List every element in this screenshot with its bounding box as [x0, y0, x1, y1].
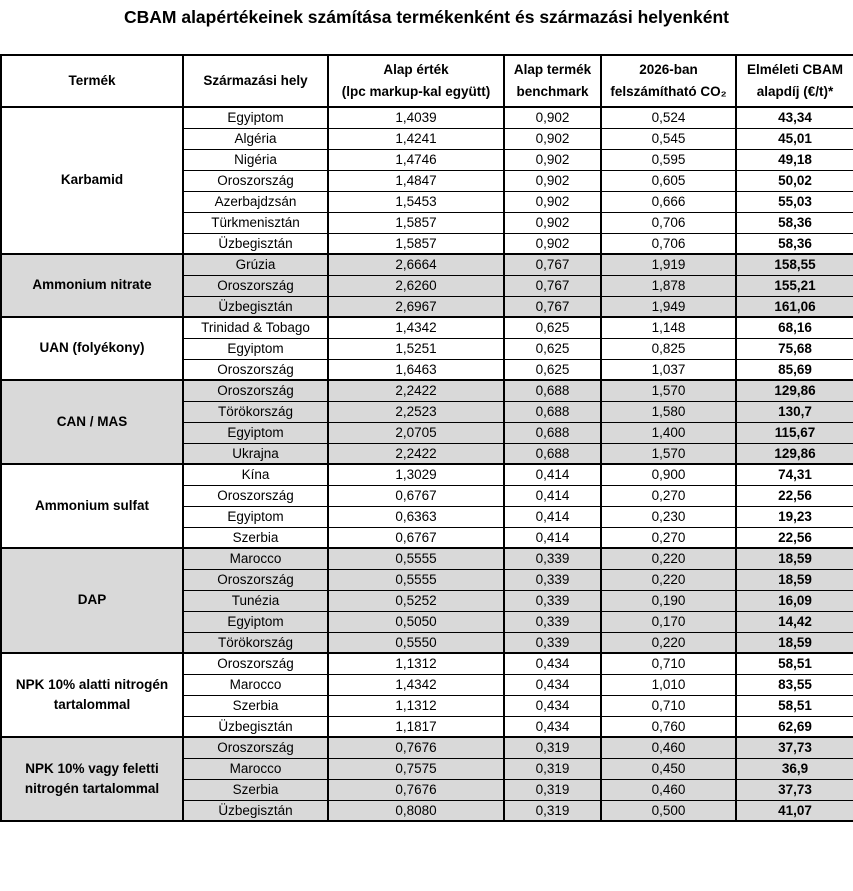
- base-value-cell: 2,6664: [328, 254, 504, 275]
- benchmark-cell: 0,339: [504, 548, 601, 569]
- origin-cell: Grúzia: [183, 254, 328, 275]
- benchmark-cell: 0,767: [504, 275, 601, 296]
- co2-cell: 0,270: [601, 527, 736, 548]
- co2-cell: 0,605: [601, 170, 736, 191]
- co2-cell: 1,919: [601, 254, 736, 275]
- origin-cell: Szerbia: [183, 527, 328, 548]
- benchmark-cell: 0,414: [504, 464, 601, 485]
- base-value-cell: 1,4342: [328, 317, 504, 338]
- co2-cell: 0,460: [601, 737, 736, 758]
- cbam-fee-cell: 16,09: [736, 590, 853, 611]
- benchmark-cell: 0,339: [504, 632, 601, 653]
- product-cell: NPK 10% alatti nitrogén tartalommal: [1, 653, 183, 737]
- base-value-cell: 0,7676: [328, 737, 504, 758]
- product-cell: NPK 10% vagy feletti nitrogén tartalommal: [1, 737, 183, 821]
- base-value-cell: 2,2422: [328, 443, 504, 464]
- co2-cell: 1,878: [601, 275, 736, 296]
- base-value-cell: 0,7676: [328, 779, 504, 800]
- origin-cell: Oroszország: [183, 569, 328, 590]
- origin-cell: Törökország: [183, 401, 328, 422]
- co2-cell: 0,190: [601, 590, 736, 611]
- cbam-fee-cell: 18,59: [736, 548, 853, 569]
- origin-cell: Oroszország: [183, 275, 328, 296]
- origin-cell: Azerbajdzsán: [183, 191, 328, 212]
- cbam-fee-cell: 68,16: [736, 317, 853, 338]
- origin-cell: Oroszország: [183, 170, 328, 191]
- benchmark-cell: 0,625: [504, 359, 601, 380]
- base-value-cell: 1,5857: [328, 233, 504, 254]
- co2-cell: 1,010: [601, 674, 736, 695]
- cbam-fee-cell: 129,86: [736, 380, 853, 401]
- base-value-cell: 1,4039: [328, 107, 504, 128]
- cbam-fee-cell: 19,23: [736, 506, 853, 527]
- co2-cell: 0,900: [601, 464, 736, 485]
- benchmark-cell: 0,767: [504, 254, 601, 275]
- column-header-base-value: Alap érték (lpc markup-kal együtt): [328, 55, 504, 107]
- benchmark-cell: 0,434: [504, 716, 601, 737]
- origin-cell: Üzbegisztán: [183, 800, 328, 821]
- cbam-fee-cell: 58,36: [736, 233, 853, 254]
- benchmark-cell: 0,902: [504, 170, 601, 191]
- base-value-cell: 1,4847: [328, 170, 504, 191]
- base-value-cell: 0,5252: [328, 590, 504, 611]
- cbam-fee-cell: 18,59: [736, 569, 853, 590]
- benchmark-cell: 0,339: [504, 611, 601, 632]
- base-value-cell: 2,6260: [328, 275, 504, 296]
- base-value-cell: 1,1817: [328, 716, 504, 737]
- co2-cell: 0,545: [601, 128, 736, 149]
- benchmark-cell: 0,414: [504, 506, 601, 527]
- benchmark-cell: 0,434: [504, 695, 601, 716]
- origin-cell: Algéria: [183, 128, 328, 149]
- co2-cell: 0,710: [601, 695, 736, 716]
- cbam-fee-cell: 58,51: [736, 695, 853, 716]
- benchmark-cell: 0,688: [504, 443, 601, 464]
- co2-cell: 0,170: [601, 611, 736, 632]
- co2-cell: 0,220: [601, 548, 736, 569]
- origin-cell: Egyiptom: [183, 506, 328, 527]
- page-title: CBAM alapértékeinek számítása termékenként és származási helyenként: [123, 7, 729, 27]
- benchmark-cell: 0,339: [504, 590, 601, 611]
- cbam-fee-cell: 55,03: [736, 191, 853, 212]
- origin-cell: Egyiptom: [183, 422, 328, 443]
- origin-cell: Tunézia: [183, 590, 328, 611]
- origin-cell: Trinidad & Tobago: [183, 317, 328, 338]
- origin-cell: Oroszország: [183, 653, 328, 674]
- cbam-values-table: [0, 54, 853, 822]
- benchmark-cell: 0,688: [504, 401, 601, 422]
- benchmark-cell: 0,625: [504, 317, 601, 338]
- column-header-co2-2026: 2026-ban felszámítható CO₂: [601, 55, 736, 107]
- origin-cell: Oroszország: [183, 485, 328, 506]
- base-value-cell: 0,5555: [328, 548, 504, 569]
- co2-cell: 1,570: [601, 443, 736, 464]
- co2-cell: 1,037: [601, 359, 736, 380]
- origin-cell: Szerbia: [183, 695, 328, 716]
- product-cell: DAP: [1, 548, 183, 653]
- base-value-cell: 2,2523: [328, 401, 504, 422]
- column-header-benchmark: Alap termék benchmark: [504, 55, 601, 107]
- co2-cell: 1,580: [601, 401, 736, 422]
- cbam-fee-cell: 43,34: [736, 107, 853, 128]
- benchmark-cell: 0,902: [504, 212, 601, 233]
- base-value-cell: 1,4342: [328, 674, 504, 695]
- co2-cell: 0,230: [601, 506, 736, 527]
- cbam-fee-cell: 45,01: [736, 128, 853, 149]
- product-cell: Ammonium sulfat: [1, 464, 183, 548]
- benchmark-cell: 0,414: [504, 527, 601, 548]
- origin-cell: Törökország: [183, 632, 328, 653]
- cbam-fee-cell: 85,69: [736, 359, 853, 380]
- base-value-cell: 0,8080: [328, 800, 504, 821]
- cbam-fee-cell: 18,59: [736, 632, 853, 653]
- origin-cell: Nigéria: [183, 149, 328, 170]
- co2-cell: 1,400: [601, 422, 736, 443]
- co2-cell: 0,220: [601, 569, 736, 590]
- benchmark-cell: 0,434: [504, 674, 601, 695]
- cbam-fee-cell: 130,7: [736, 401, 853, 422]
- column-header-product: Termék: [1, 55, 183, 107]
- benchmark-cell: 0,688: [504, 422, 601, 443]
- base-value-cell: 0,6767: [328, 485, 504, 506]
- benchmark-cell: 0,339: [504, 569, 601, 590]
- cbam-fee-cell: 36,9: [736, 758, 853, 779]
- product-cell: CAN / MAS: [1, 380, 183, 464]
- table-body: [1, 107, 853, 821]
- table-row: [1, 254, 853, 275]
- table-row: [1, 317, 853, 338]
- base-value-cell: 2,6967: [328, 296, 504, 317]
- co2-cell: 0,666: [601, 191, 736, 212]
- origin-cell: Egyiptom: [183, 338, 328, 359]
- origin-cell: Egyiptom: [183, 611, 328, 632]
- benchmark-cell: 0,319: [504, 758, 601, 779]
- benchmark-cell: 0,319: [504, 800, 601, 821]
- benchmark-cell: 0,767: [504, 296, 601, 317]
- benchmark-cell: 0,902: [504, 107, 601, 128]
- origin-cell: Oroszország: [183, 380, 328, 401]
- origin-cell: Marocco: [183, 548, 328, 569]
- cbam-fee-cell: 115,67: [736, 422, 853, 443]
- co2-cell: 0,710: [601, 653, 736, 674]
- origin-cell: Üzbegisztán: [183, 716, 328, 737]
- benchmark-cell: 0,414: [504, 485, 601, 506]
- base-value-cell: 1,3029: [328, 464, 504, 485]
- cbam-fee-cell: 155,21: [736, 275, 853, 296]
- base-value-cell: 1,1312: [328, 695, 504, 716]
- table-row: [1, 107, 853, 128]
- benchmark-cell: 0,902: [504, 149, 601, 170]
- base-value-cell: 1,1312: [328, 653, 504, 674]
- co2-cell: 0,595: [601, 149, 736, 170]
- origin-cell: Oroszország: [183, 737, 328, 758]
- co2-cell: 1,949: [601, 296, 736, 317]
- origin-cell: Üzbegisztán: [183, 296, 328, 317]
- table-row: [1, 548, 853, 569]
- cbam-fee-cell: 22,56: [736, 527, 853, 548]
- cbam-fee-cell: 161,06: [736, 296, 853, 317]
- benchmark-cell: 0,902: [504, 191, 601, 212]
- base-value-cell: 0,6767: [328, 527, 504, 548]
- origin-cell: Kína: [183, 464, 328, 485]
- cbam-fee-cell: 58,51: [736, 653, 853, 674]
- cbam-fee-cell: 74,31: [736, 464, 853, 485]
- co2-cell: 0,270: [601, 485, 736, 506]
- base-value-cell: 0,5050: [328, 611, 504, 632]
- cbam-fee-cell: 62,69: [736, 716, 853, 737]
- co2-cell: 0,706: [601, 212, 736, 233]
- co2-cell: 1,570: [601, 380, 736, 401]
- origin-cell: Oroszország: [183, 359, 328, 380]
- benchmark-cell: 0,319: [504, 737, 601, 758]
- base-value-cell: 1,4746: [328, 149, 504, 170]
- product-cell: Ammonium nitrate: [1, 254, 183, 317]
- table-row: [1, 464, 853, 485]
- co2-cell: 0,524: [601, 107, 736, 128]
- origin-cell: Szerbia: [183, 779, 328, 800]
- cbam-fee-cell: 75,68: [736, 338, 853, 359]
- co2-cell: 0,450: [601, 758, 736, 779]
- benchmark-cell: 0,902: [504, 233, 601, 254]
- base-value-cell: 1,5251: [328, 338, 504, 359]
- cbam-fee-cell: 50,02: [736, 170, 853, 191]
- base-value-cell: 1,4241: [328, 128, 504, 149]
- origin-cell: Türkmenisztán: [183, 212, 328, 233]
- cbam-fee-cell: 58,36: [736, 212, 853, 233]
- cbam-fee-cell: 37,73: [736, 737, 853, 758]
- cbam-fee-cell: 158,55: [736, 254, 853, 275]
- co2-cell: 0,460: [601, 779, 736, 800]
- benchmark-cell: 0,434: [504, 653, 601, 674]
- co2-cell: 0,825: [601, 338, 736, 359]
- origin-cell: Egyiptom: [183, 107, 328, 128]
- origin-cell: Marocco: [183, 674, 328, 695]
- base-value-cell: 2,2422: [328, 380, 504, 401]
- base-value-cell: 0,6363: [328, 506, 504, 527]
- table-row: [1, 380, 853, 401]
- base-value-cell: 0,5550: [328, 632, 504, 653]
- origin-cell: Marocco: [183, 758, 328, 779]
- base-value-cell: 1,5857: [328, 212, 504, 233]
- co2-cell: 0,220: [601, 632, 736, 653]
- cbam-fee-cell: 22,56: [736, 485, 853, 506]
- origin-cell: Ukrajna: [183, 443, 328, 464]
- co2-cell: 0,760: [601, 716, 736, 737]
- base-value-cell: 0,7575: [328, 758, 504, 779]
- column-header-origin: Származási hely: [183, 55, 328, 107]
- table-row: [1, 653, 853, 674]
- origin-cell: Üzbegisztán: [183, 233, 328, 254]
- base-value-cell: 0,5555: [328, 569, 504, 590]
- co2-cell: 0,500: [601, 800, 736, 821]
- co2-cell: 0,706: [601, 233, 736, 254]
- benchmark-cell: 0,902: [504, 128, 601, 149]
- header-row: [1, 55, 853, 107]
- cbam-fee-cell: 83,55: [736, 674, 853, 695]
- column-header-cbam-fee: Elméleti CBAM alapdíj (€/t)*: [736, 55, 853, 107]
- table-row: [1, 737, 853, 758]
- cbam-fee-cell: 49,18: [736, 149, 853, 170]
- co2-cell: 1,148: [601, 317, 736, 338]
- cbam-fee-cell: 37,73: [736, 779, 853, 800]
- benchmark-cell: 0,625: [504, 338, 601, 359]
- benchmark-cell: 0,688: [504, 380, 601, 401]
- base-value-cell: 1,5453: [328, 191, 504, 212]
- benchmark-cell: 0,319: [504, 779, 601, 800]
- product-cell: UAN (folyékony): [1, 317, 183, 380]
- base-value-cell: 1,6463: [328, 359, 504, 380]
- cbam-fee-cell: 129,86: [736, 443, 853, 464]
- cbam-fee-cell: 14,42: [736, 611, 853, 632]
- base-value-cell: 2,0705: [328, 422, 504, 443]
- cbam-fee-cell: 41,07: [736, 800, 853, 821]
- product-cell: Karbamid: [1, 107, 183, 254]
